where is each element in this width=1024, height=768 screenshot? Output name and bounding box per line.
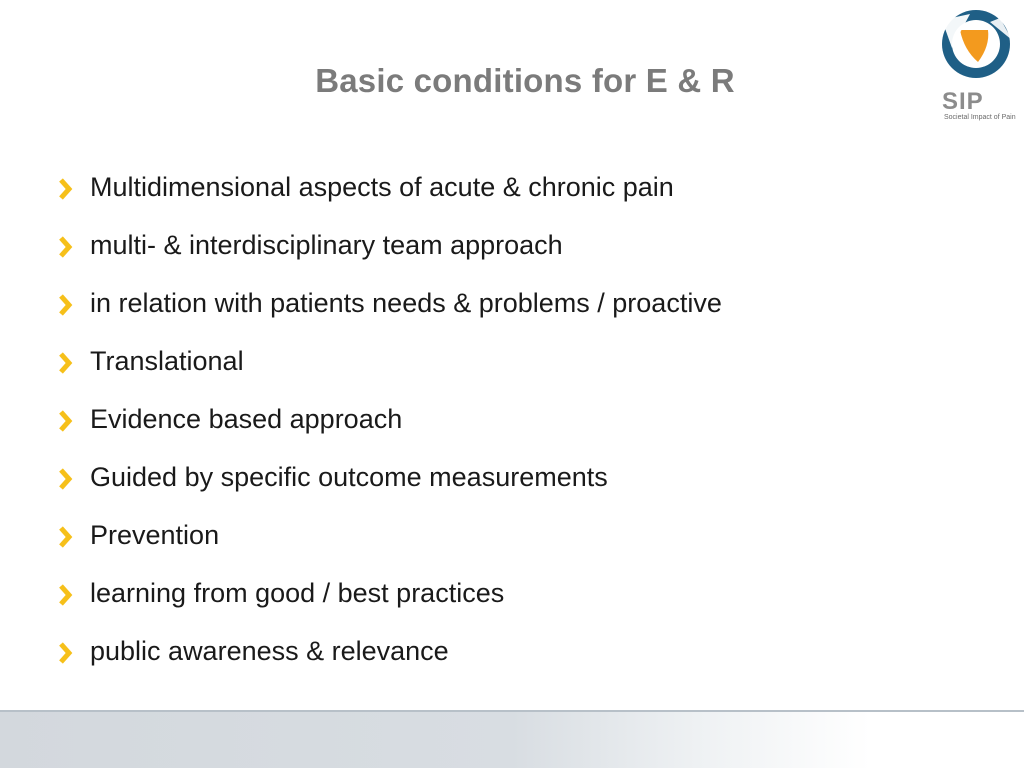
list-item xyxy=(58,284,722,342)
list-item xyxy=(58,458,722,516)
chevron-right-icon xyxy=(58,174,78,204)
logo-tagline: Societal Impact of Pain xyxy=(944,114,1016,121)
chevron-right-icon xyxy=(58,290,78,320)
logo-emblem-icon xyxy=(930,0,1024,92)
chevron-right-icon xyxy=(58,580,78,610)
chevron-right-icon xyxy=(58,406,78,436)
bullet-text: Multidimensional aspects of acute & chronic pain xyxy=(90,172,674,202)
list-item xyxy=(58,342,722,400)
bullet-list xyxy=(58,168,722,690)
chevron-right-icon xyxy=(58,348,78,378)
bullet-text: Evidence based approach xyxy=(90,404,403,434)
sip-logo xyxy=(930,0,1024,128)
list-item xyxy=(58,574,722,632)
bullet-text: public awareness & relevance xyxy=(90,636,449,666)
list-item xyxy=(58,516,722,574)
chevron-right-icon xyxy=(58,464,78,494)
bullet-text: Translational xyxy=(90,346,244,376)
slide-title: Basic conditions for E & R xyxy=(315,62,735,99)
list-item xyxy=(58,632,722,690)
chevron-right-icon xyxy=(58,232,78,262)
list-item xyxy=(58,400,722,458)
bullet-text: multi- & interdisciplinary team approach xyxy=(90,230,563,260)
bullet-text: in relation with patients needs & problems / proactive xyxy=(90,288,722,318)
footer-bar xyxy=(0,710,1024,768)
bullet-text: learning from good / best practices xyxy=(90,578,505,608)
list-item xyxy=(58,226,722,284)
bullet-text: Guided by specific outcome measurements xyxy=(90,462,608,492)
logo-wordmark: SIP xyxy=(942,88,984,115)
list-item xyxy=(58,168,722,226)
bullet-text: Prevention xyxy=(90,520,220,550)
chevron-right-icon xyxy=(58,638,78,668)
chevron-right-icon xyxy=(58,522,78,552)
